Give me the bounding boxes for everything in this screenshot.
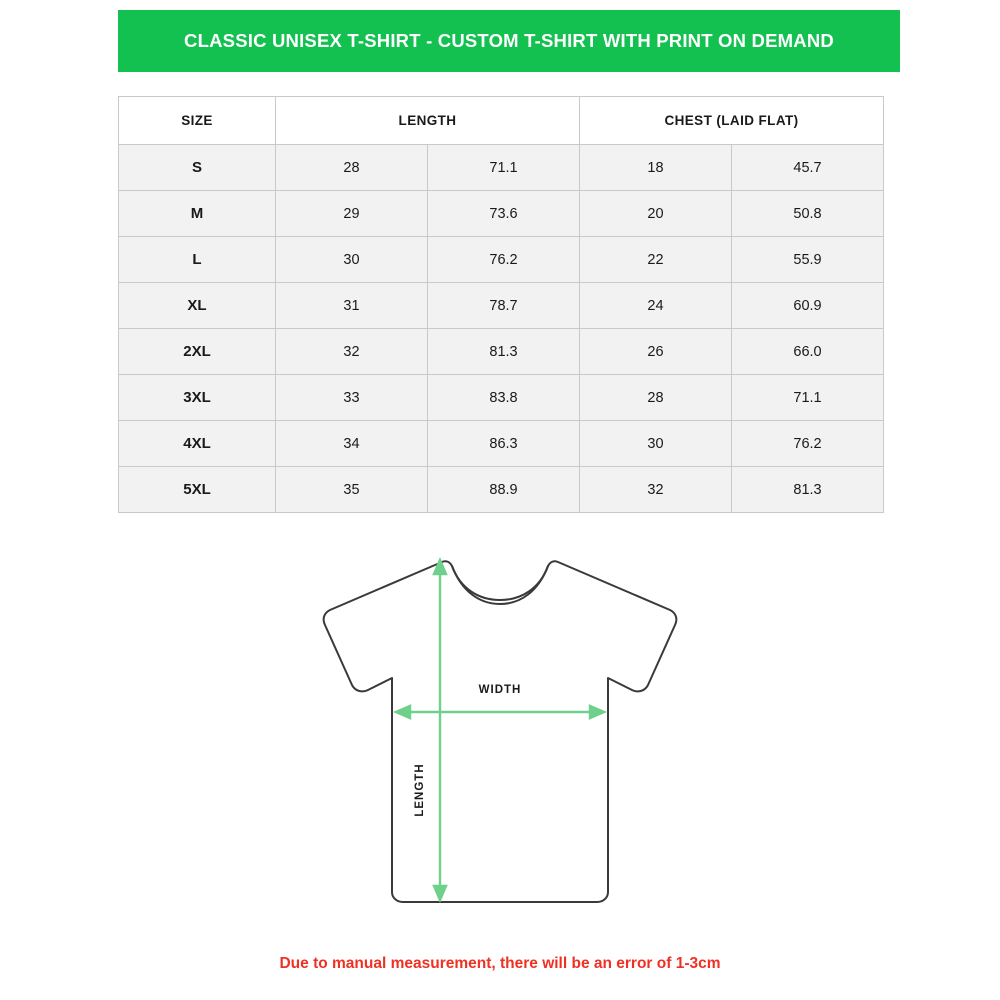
cell-length-cm: 81.3 bbox=[428, 329, 580, 375]
table-row bbox=[119, 467, 884, 513]
header-length: LENGTH bbox=[276, 97, 580, 145]
cell-length-cm: 73.6 bbox=[428, 191, 580, 237]
cell-size: M bbox=[119, 191, 276, 237]
table-row bbox=[119, 375, 884, 421]
cell-length-cm: 76.2 bbox=[428, 237, 580, 283]
table-row bbox=[119, 191, 884, 237]
cell-length-cm: 78.7 bbox=[428, 283, 580, 329]
cell-size: L bbox=[119, 237, 276, 283]
cell-chest-cm: 55.9 bbox=[732, 237, 884, 283]
length-label: LENGTH bbox=[414, 763, 426, 817]
cell-chest-in: 30 bbox=[580, 421, 732, 467]
cell-length-in: 34 bbox=[276, 421, 428, 467]
cell-chest-cm: 45.7 bbox=[732, 145, 884, 191]
cell-size: 3XL bbox=[119, 375, 276, 421]
header-banner bbox=[118, 10, 900, 72]
cell-size: XL bbox=[119, 283, 276, 329]
cell-chest-in: 32 bbox=[580, 467, 732, 513]
header-size: SIZE bbox=[119, 97, 276, 145]
cell-length-cm: 83.8 bbox=[428, 375, 580, 421]
cell-length-in: 33 bbox=[276, 375, 428, 421]
cell-chest-in: 18 bbox=[580, 145, 732, 191]
table-row bbox=[119, 237, 884, 283]
cell-chest-cm: 66.0 bbox=[732, 329, 884, 375]
cell-chest-in: 22 bbox=[580, 237, 732, 283]
cell-length-in: 31 bbox=[276, 283, 428, 329]
table-row bbox=[119, 283, 884, 329]
measurement-disclaimer: Due to manual measurement, there will be an error of 1-3cm bbox=[279, 955, 721, 972]
cell-length-cm: 86.3 bbox=[428, 421, 580, 467]
table-body bbox=[119, 145, 884, 513]
cell-length-in: 28 bbox=[276, 145, 428, 191]
cell-chest-cm: 76.2 bbox=[732, 421, 884, 467]
cell-size: 4XL bbox=[119, 421, 276, 467]
header-chest: CHEST (LAID FLAT) bbox=[580, 97, 884, 145]
cell-chest-in: 26 bbox=[580, 329, 732, 375]
page-title: CLASSIC UNISEX T-SHIRT - CUSTOM T-SHIRT WITH PRINT ON DEMAND bbox=[184, 30, 834, 51]
table-header bbox=[119, 97, 884, 145]
table-row bbox=[119, 329, 884, 375]
cell-chest-cm: 60.9 bbox=[732, 283, 884, 329]
cell-length-cm: 71.1 bbox=[428, 145, 580, 191]
cell-chest-in: 24 bbox=[580, 283, 732, 329]
cell-length-cm: 88.9 bbox=[428, 467, 580, 513]
cell-size: 5XL bbox=[119, 467, 276, 513]
cell-chest-cm: 81.3 bbox=[732, 467, 884, 513]
cell-length-in: 30 bbox=[276, 237, 428, 283]
cell-length-in: 32 bbox=[276, 329, 428, 375]
cell-size: 2XL bbox=[119, 329, 276, 375]
cell-length-in: 35 bbox=[276, 467, 428, 513]
table-header-row bbox=[119, 97, 884, 145]
cell-size: S bbox=[119, 145, 276, 191]
cell-chest-cm: 50.8 bbox=[732, 191, 884, 237]
cell-chest-in: 28 bbox=[580, 375, 732, 421]
table-row bbox=[119, 421, 884, 467]
tshirt-diagram bbox=[300, 540, 700, 930]
size-chart-table bbox=[118, 96, 884, 513]
cell-chest-cm: 71.1 bbox=[732, 375, 884, 421]
cell-length-in: 29 bbox=[276, 191, 428, 237]
table-row bbox=[119, 145, 884, 191]
tshirt-outline-icon bbox=[324, 561, 677, 902]
width-label: WIDTH bbox=[478, 684, 522, 696]
cell-chest-in: 20 bbox=[580, 191, 732, 237]
